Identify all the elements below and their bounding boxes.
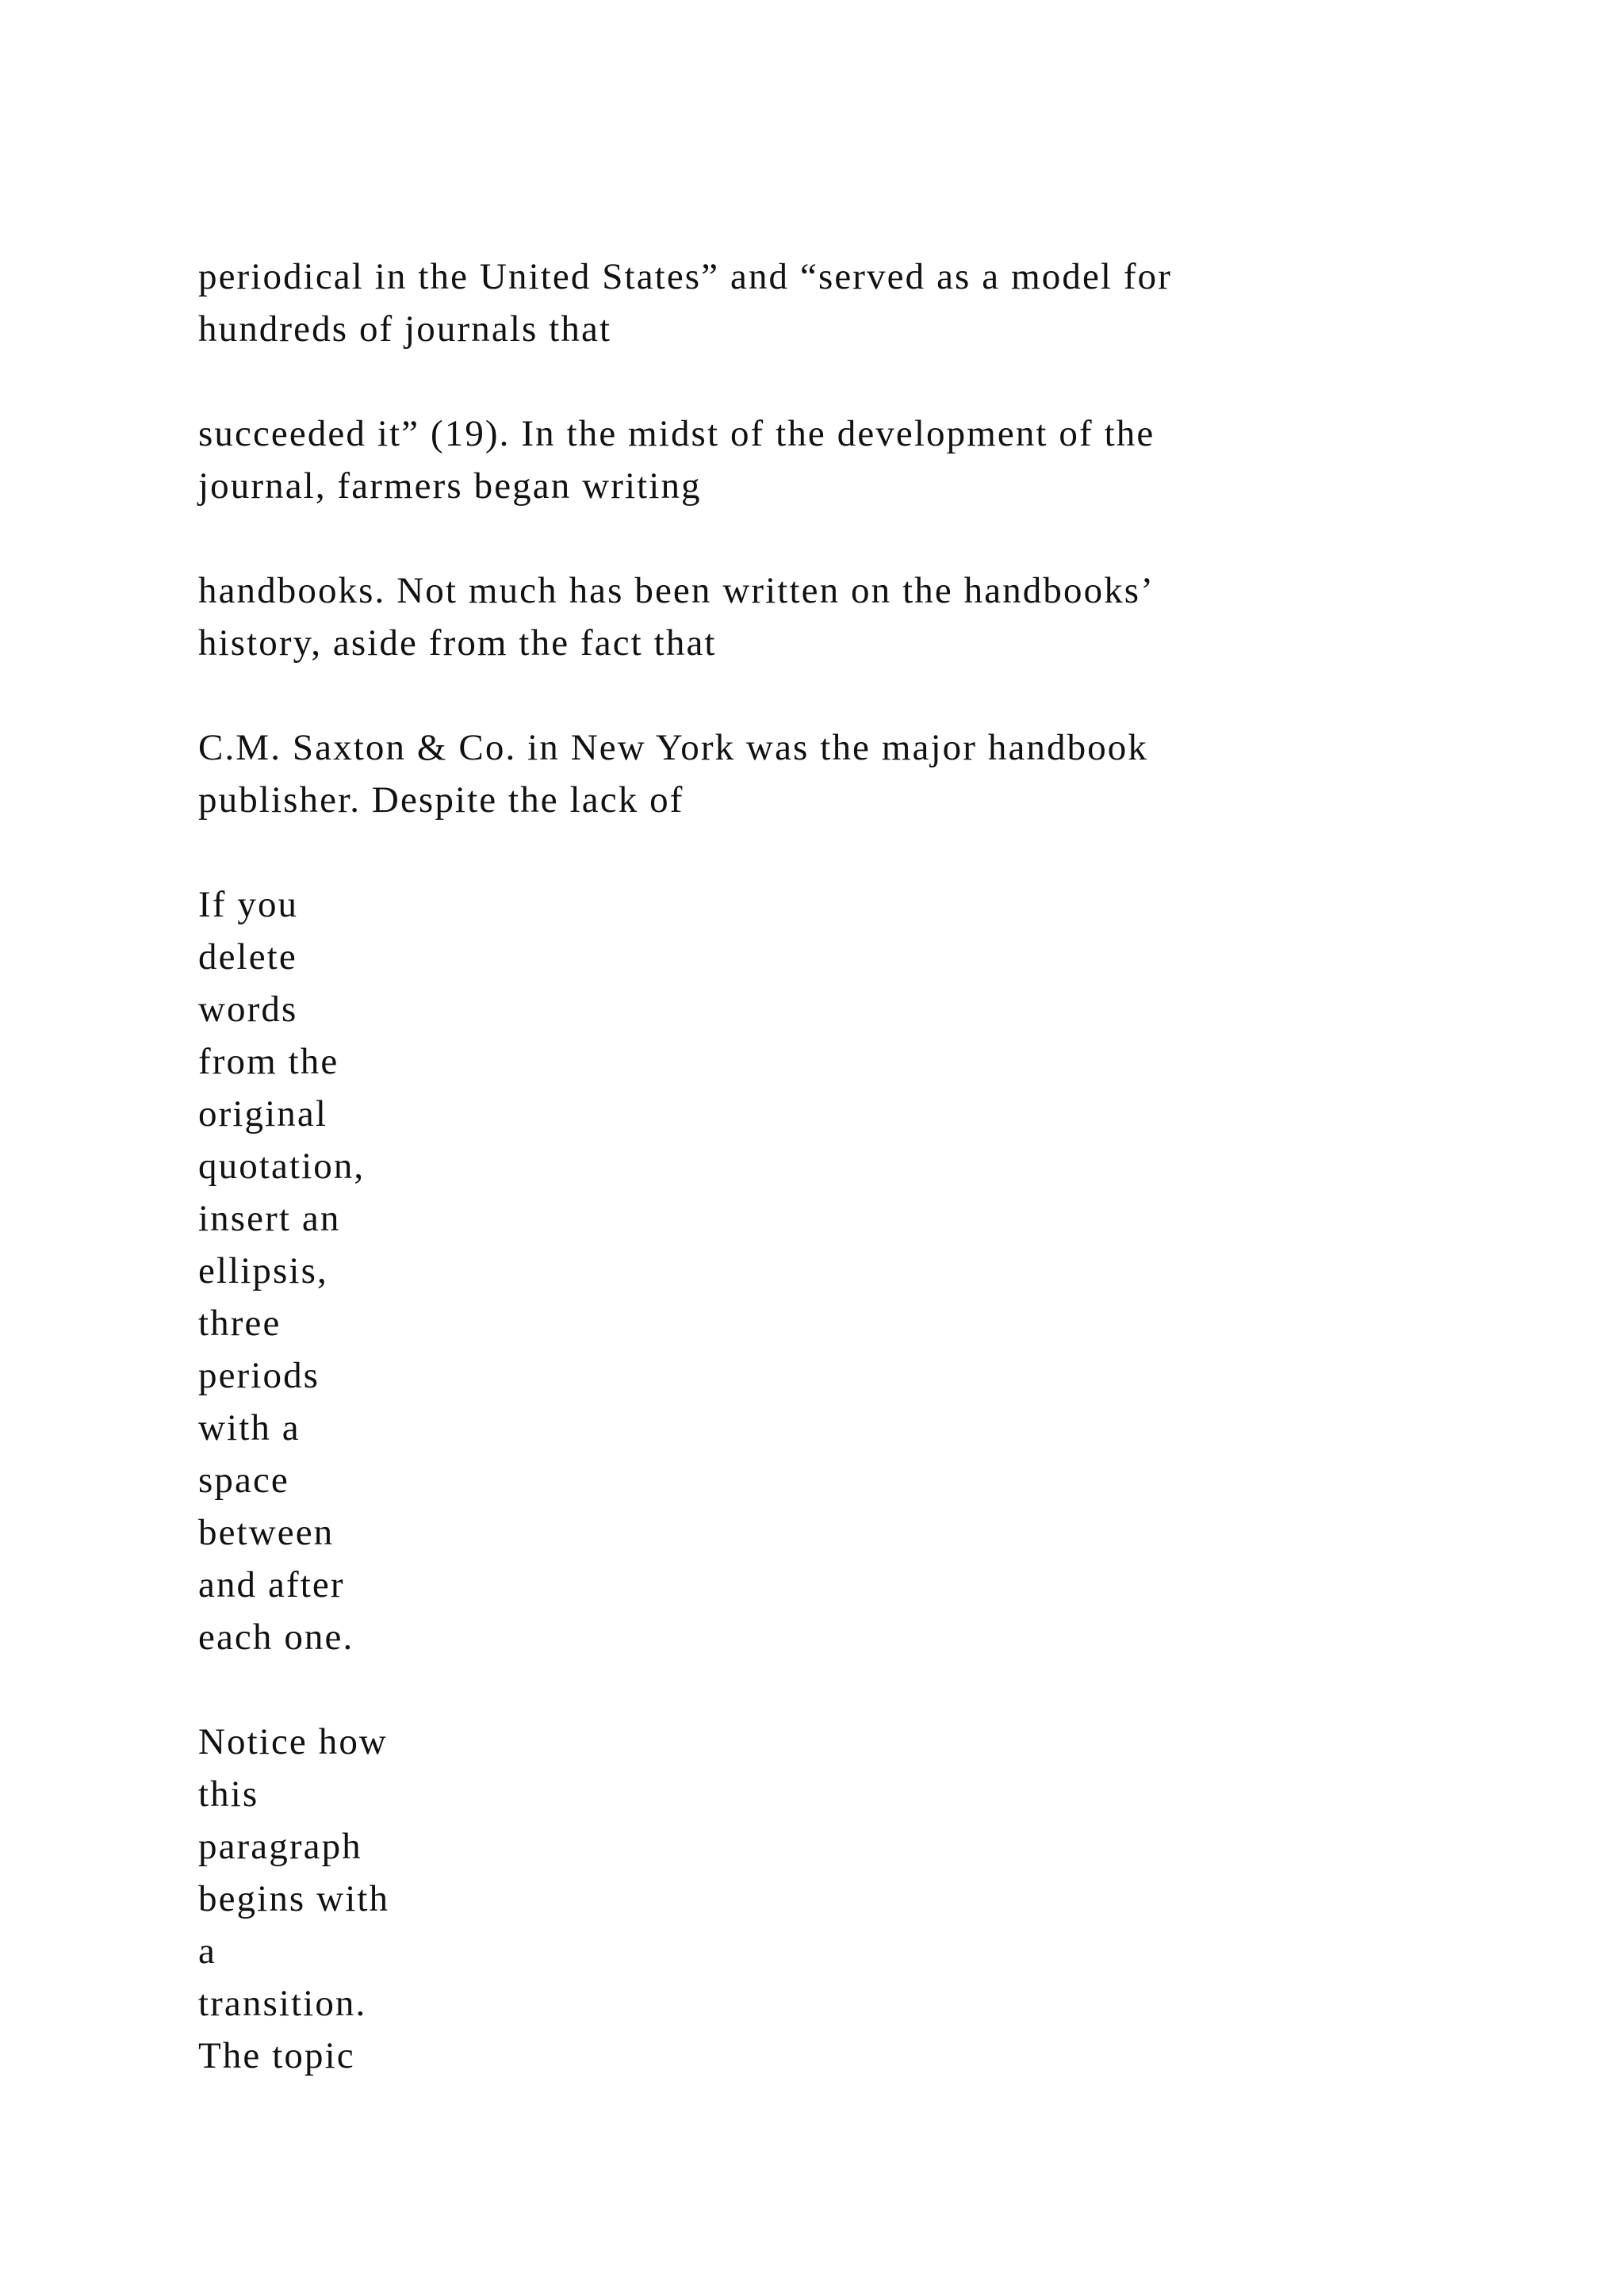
document-page — [198, 251, 1435, 2134]
note-line: begins with — [198, 1878, 390, 1919]
note-line: ellipsis, — [198, 1250, 328, 1292]
text-line: periodical in the United States” and “served as a model for — [198, 256, 1173, 297]
text-line: handbooks. Not much has been written on the handbooks’ — [198, 570, 1155, 611]
note-line: between — [198, 1512, 335, 1553]
note-line: delete — [198, 936, 297, 978]
text-line: publisher. Despite the lack of — [198, 779, 684, 821]
note-line: space — [198, 1460, 289, 1501]
note-line: and after — [198, 1564, 345, 1605]
note-line: from the — [198, 1041, 339, 1082]
text-line: hundreds of journals that — [198, 308, 612, 350]
text-line: journal, farmers began writing — [198, 465, 702, 507]
note-line: a — [198, 1931, 216, 1972]
note-line: If you — [198, 884, 299, 925]
note-line: insert an — [198, 1198, 341, 1239]
note-line: original — [198, 1093, 327, 1135]
body-paragraph — [198, 721, 1435, 826]
body-paragraph — [198, 251, 1435, 355]
body-paragraph — [198, 408, 1435, 512]
note-line: three — [198, 1303, 282, 1344]
text-line: succeeded it” (19). In the midst of the development of the — [198, 413, 1155, 454]
note-line: Notice how — [198, 1721, 388, 1762]
text-line: history, aside from the fact that — [198, 622, 717, 664]
body-paragraph — [198, 564, 1435, 669]
note-line: periods — [198, 1355, 320, 1396]
note-line: words — [198, 989, 298, 1030]
note-line: each one. — [198, 1617, 354, 1658]
margin-note-ellipsis — [198, 878, 1435, 1663]
note-line: quotation, — [198, 1146, 366, 1187]
margin-note-transition — [198, 1716, 1435, 2082]
note-line: transition. — [198, 1983, 367, 2024]
note-line: paragraph — [198, 1826, 362, 1867]
note-line: this — [198, 1774, 259, 1815]
note-line: with a — [198, 1407, 301, 1448]
note-line: The topic — [198, 2035, 355, 2076]
text-line: C.M. Saxton & Co. in New York was the major handbook — [198, 727, 1149, 768]
